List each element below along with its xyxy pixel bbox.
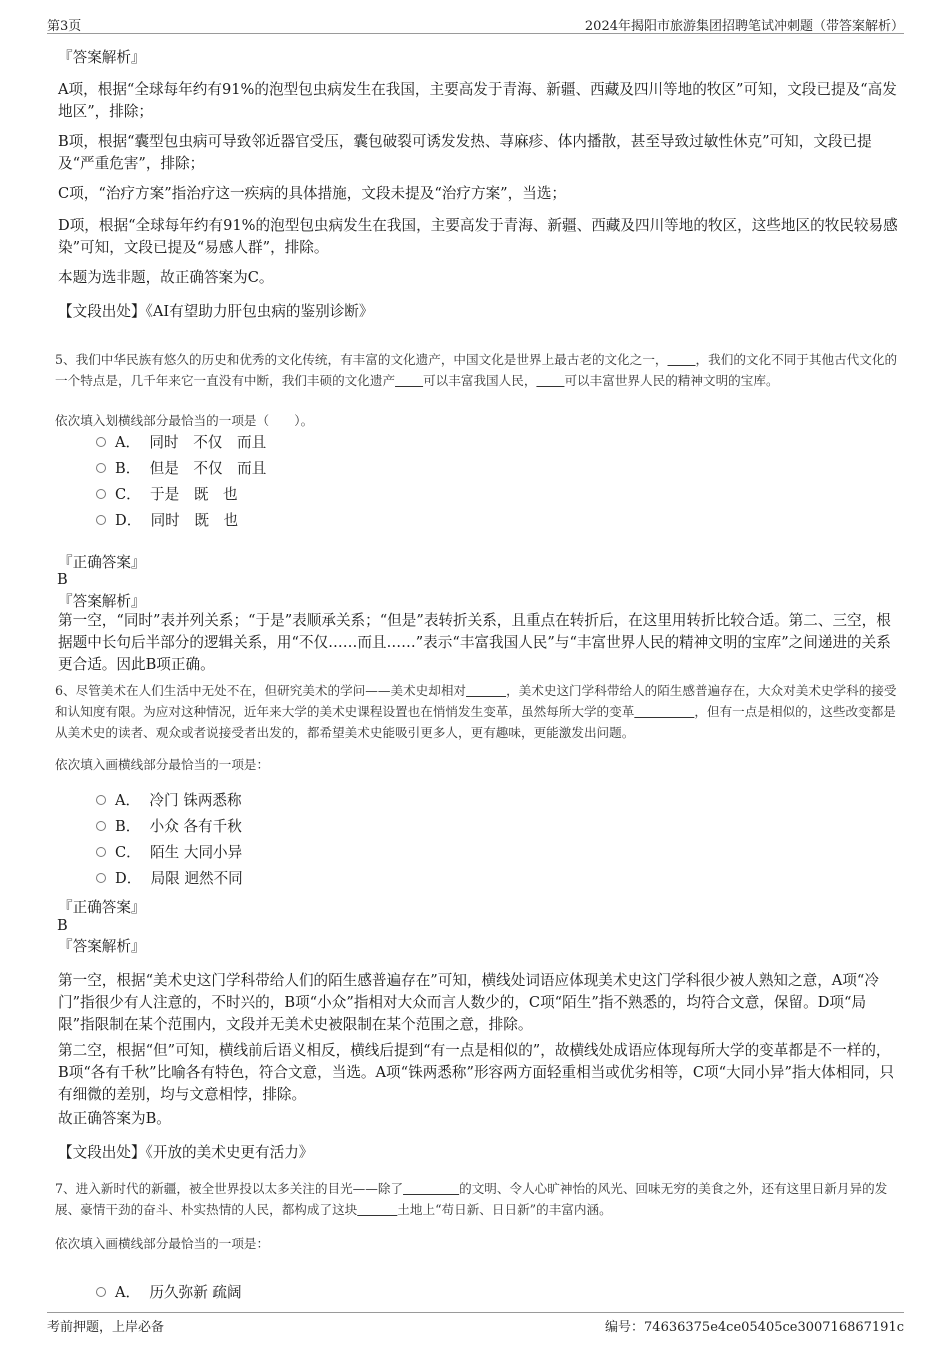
q5-option-a[interactable]: A． 同时 不仅 而且 bbox=[96, 433, 266, 453]
q6-conclusion: 故正确答案为B。 bbox=[58, 1110, 171, 1127]
page-number: 第3页 bbox=[47, 19, 82, 34]
q6-option-c[interactable]: C． 陌生 大同小异 bbox=[96, 843, 242, 863]
q6-answer: B bbox=[57, 917, 68, 934]
document-title: 2024年揭阳市旅游集团招聘笔试冲刺题（带答案解析） bbox=[584, 19, 904, 34]
q6-source: 【文段出处】《开放的美术史更有活力》 bbox=[58, 1144, 314, 1161]
q5-option-d[interactable]: D． 同时 既 也 bbox=[96, 511, 238, 531]
q5-option-b[interactable]: B． 但是 不仅 而且 bbox=[96, 459, 266, 479]
q5-answer: B bbox=[57, 571, 68, 588]
q5-instruction: 依次填入划横线部分最恰当的一项是（ ）。 bbox=[55, 413, 314, 428]
radio-icon[interactable] bbox=[96, 821, 106, 831]
q4-explain-label: 『答案解析』 bbox=[58, 49, 146, 66]
q7-blank-1 bbox=[403, 1181, 459, 1196]
q6-explain-2: 第二空，根据“但”可知，横线前后语义相反，横线后提到“有一点是相似的”，故横线处成语应体现每所大学的变革都是不一样的，B项“各有千秋”比喻各有特色，符合文意，当选。A项“铢两悉称”形容两方面轻重相当或优劣相等，C项“大同小异”指大体相同，只有细微的差别，均与文意相悖，排除。 bbox=[58, 1042, 895, 1103]
q7-instruction: 依次填入画横线部分最恰当的一项是： bbox=[55, 1236, 270, 1251]
q6-answer-label: 『正确答案』 bbox=[58, 899, 146, 916]
q5-explain-label: 『答案解析』 bbox=[58, 593, 146, 610]
q4-explain-a: A项，根据“全球每年约有91%的泡型包虫病发生在我国，主要高发于青海、新疆、西藏及四川等地的牧区”可知，文段已提及“高发地区”，排除； bbox=[58, 81, 897, 120]
q4-explain-b: B项，根据“囊型包虫病可导致邻近器官受压，囊包破裂可诱发发热、荨麻疹、体内播散，甚至导致过敏性休克”可知，文段已提及“严重危害”，排除； bbox=[58, 133, 872, 172]
page-footer bbox=[47, 1312, 904, 1333]
document-code bbox=[605, 1316, 904, 1335]
q6-option-d[interactable]: D． 局限 迥然不同 bbox=[96, 869, 243, 889]
q5-blank-2 bbox=[395, 373, 423, 388]
q6-explain-label: 『答案解析』 bbox=[58, 938, 146, 955]
q6-stem: 6、尽管美术在人们生活中无处不在，但研究美术的学问——美术史却相对 ，美术史这门学科带给人的陌生感普遍存在，大众对美术史学科的接受和认知度有限。为应对这种情况，近年来大学的美术史课程设置也在悄悄发生变革，虽然每所大学的变革 ，但有一点是相似的，这些改变都是从美术史的读者、观众或者说接受者出发的，都希望美术史能吸引更多人，更有趣味，更能激发出问题。 bbox=[55, 683, 897, 740]
radio-icon[interactable] bbox=[96, 873, 106, 883]
radio-icon[interactable] bbox=[96, 489, 106, 499]
radio-icon[interactable] bbox=[96, 1287, 106, 1297]
q5-blank-3 bbox=[536, 373, 564, 388]
q6-explain-1: 第一空，根据“美术史这门学科带给人们的陌生感普遍存在”可知，横线处词语应体现美术史这门学科很少被人熟知之意，A项“冷门”指很少有人注意的，不时兴的，B项“小众”指相对大众而言人数少的，C项“陌生”指不熟悉的，均符合文意，保留。D项“局限”指限制在某个范围内，文段并无美术史被限制在某个范围之意，排除。 bbox=[58, 972, 879, 1033]
q4-explain-c: C项，“治疗方案”指治疗这一疾病的具体措施，文段未提及“治疗方案”，当选； bbox=[58, 185, 567, 202]
code-label: 编号： bbox=[605, 1320, 645, 1335]
q7-option-a[interactable]: A． 历久弥新 疏阔 bbox=[96, 1283, 242, 1303]
q5-answer-label: 『正确答案』 bbox=[58, 554, 146, 571]
radio-icon[interactable] bbox=[96, 795, 106, 805]
radio-icon[interactable] bbox=[96, 515, 106, 525]
q5-explain: 第一空，“同时”表并列关系；“于是”表顺承关系；“但是”表转折关系，且重点在转折后，在这里用转折比较合适。第二、三空，根据题中长句后半部分的逻辑关系，用“不仅……而且……”表示“丰富我国人民”与“丰富世界人民的精神文明的宝库”之间递进的关系更合适。因此B项正确。 bbox=[58, 612, 891, 673]
q4-conclusion: 本题为选非题，故正确答案为C。 bbox=[58, 269, 274, 286]
radio-icon[interactable] bbox=[96, 847, 106, 857]
page-header bbox=[47, 14, 904, 34]
code-value: 74636375e4ce05405ce300716867191c bbox=[644, 1320, 904, 1335]
q6-option-a[interactable]: A． 冷门 铢两悉称 bbox=[96, 791, 242, 811]
footer-slogan: 考前押题，上岸必备 bbox=[47, 1320, 165, 1335]
q5-blank-1 bbox=[668, 352, 696, 367]
q5-stem: 5、我们中华民族有悠久的历史和优秀的文化传统，有丰富的文化遗产，中国文化是世界上最古老的文化之一， ，我们的文化不同于其他古代文化的一个特点是，几千年来它一直没有中断，我们丰硕的文化遗产 可以丰富我国人民， 可以丰富世界人民的精神文明的宝库。 bbox=[55, 352, 898, 388]
radio-icon[interactable] bbox=[96, 463, 106, 473]
q4-explain-d: D项，根据“全球每年约有91%的泡型包虫病发生在我国，主要高发于青海、新疆、西藏及四川等地的牧区，这些地区的牧民较易感染”可知，文段已提及“易感人群”，排除。 bbox=[58, 217, 898, 256]
q5-option-c[interactable]: C． 于是 既 也 bbox=[96, 485, 238, 505]
radio-icon[interactable] bbox=[96, 437, 106, 447]
q6-instruction: 依次填入画横线部分最恰当的一项是： bbox=[55, 757, 270, 772]
q7-blank-2 bbox=[357, 1202, 397, 1217]
q7-stem: 7、进入新时代的新疆，被全世界投以太多关注的目光——除了 的文明、令人心旷神怡的风光、回味无穷的美食之外，还有这里日新月异的发展、豪情干劲的奋斗、朴实热情的人民，都构成了这块 土地上“苟日新、日日新”的丰富内涵。 bbox=[55, 1181, 888, 1217]
q6-blank-1 bbox=[466, 683, 506, 698]
q6-blank-2 bbox=[634, 704, 694, 719]
q4-source: 【文段出处】《AI有望助力肝包虫病的鉴别诊断》 bbox=[58, 303, 374, 320]
q6-option-b[interactable]: B． 小众 各有千秋 bbox=[96, 817, 242, 837]
